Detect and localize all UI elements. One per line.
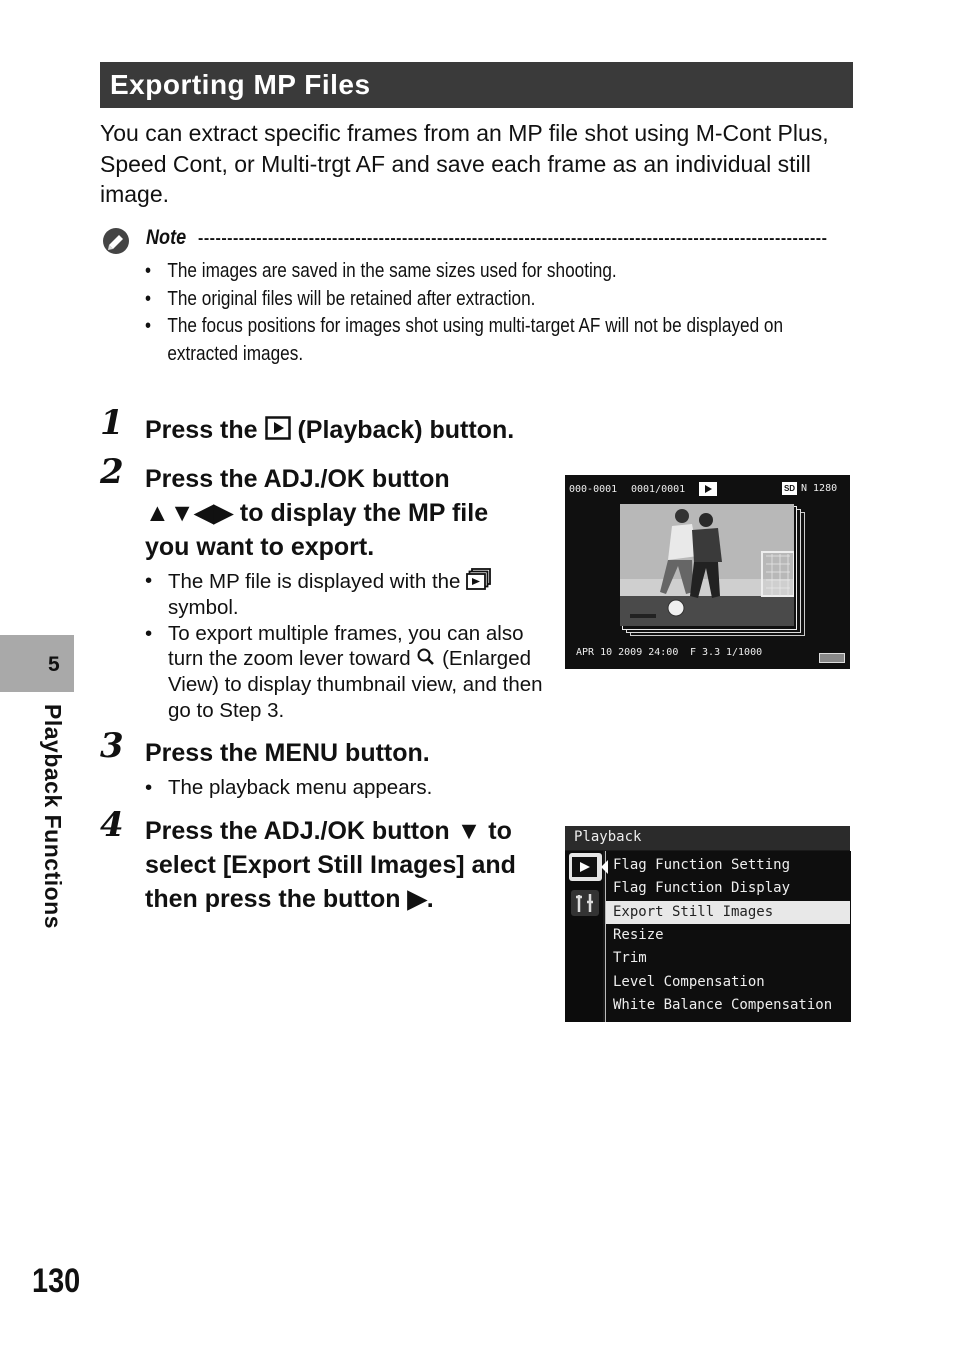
step-1-text-after: (Playback) button. (297, 416, 515, 444)
playback-screen (565, 475, 850, 669)
chapter-label: Playback Functions (40, 704, 66, 930)
frame-count: 0001/0001 (631, 484, 686, 495)
image-size: N 1280 (801, 483, 838, 494)
step-2-line-1: Press the ADJ./OK button (145, 465, 450, 493)
step-4-line-1: Press the ADJ./OK button ▼ to (145, 817, 512, 845)
down-arrow-icon: ▼ (456, 817, 482, 845)
step-1-text-before: Press the (145, 416, 258, 444)
shutter-speed: 1/1000 (726, 647, 763, 658)
step-4-number: 4 (100, 805, 124, 845)
note-icon (102, 227, 130, 255)
step-3-heading: Press the MENU button. (145, 739, 430, 767)
step-2-bullet-1: • The MP file is displayed with the symbol. (145, 568, 545, 621)
note-divider: ------------------------------------------------------------------------------------------------------------ (198, 230, 828, 244)
right-arrow-icon: ▶ (407, 885, 427, 913)
zoom-magnifier-icon (416, 647, 436, 667)
note-list (145, 258, 833, 368)
capture-date: APR 10 2009 24:00 (576, 647, 679, 658)
menu-item[interactable]: Trim (613, 950, 647, 966)
step-2-number: 2 (100, 452, 124, 492)
note-item: • The original files will be retained after extraction. (145, 286, 833, 314)
step-1-number: 1 (100, 403, 124, 443)
mp-file-icon (466, 568, 492, 590)
menu-item[interactable]: Flag Function Display (613, 880, 791, 896)
sd-card-icon: SD (783, 484, 796, 493)
intro-paragraph: You can extract specific frames from an MP file shot using M-Cont Plus, Speed Cont, or Multi-trgt AF and save each frame as an individual still image. (100, 120, 829, 207)
menu-item[interactable]: Level Compensation (613, 974, 765, 990)
menu-title: Playback (574, 829, 642, 845)
step-4-heading (145, 814, 555, 916)
menu-item-selected[interactable]: Export Still Images (613, 904, 774, 920)
playback-menu-screen (565, 826, 850, 1022)
playback-tab-icon[interactable] (572, 857, 614, 877)
step-4-line-2: select [Export Still Images] and (145, 851, 516, 879)
step-2-bullets (145, 568, 545, 724)
note-item: • The focus positions for images shot using multi-target AF will not be displayed on extracted images. (145, 313, 833, 368)
step-3-bullets (145, 775, 545, 801)
direction-arrows-icon: ▲▼◀▶ (145, 499, 233, 527)
playback-icon (265, 416, 291, 440)
step-3-number: 3 (100, 726, 124, 766)
setup-tab-icon[interactable] (571, 890, 599, 916)
playback-mode-icon (699, 482, 717, 496)
page-number: 130 (32, 1262, 81, 1300)
step-1-heading (145, 413, 514, 447)
menu-item[interactable]: Resize (613, 927, 664, 943)
menu-item[interactable]: White Balance Compensation (613, 997, 833, 1013)
section-title: Exporting MP Files (110, 69, 371, 100)
step-3-bullet-1: • The playback menu appears. (145, 775, 545, 801)
soccer-photo (620, 504, 794, 626)
note-label: Note (146, 226, 187, 249)
aperture-value: F 3.3 (690, 647, 721, 658)
step-2-line-2 (145, 496, 545, 530)
step-2-heading (145, 462, 545, 564)
file-number: 000-0001 (569, 484, 618, 495)
step-2-line-2-text: to display the MP file (232, 499, 489, 527)
step-4-line-3: then press the button ▶. (145, 885, 434, 913)
note-item: • The images are saved in the same sizes used for shooting. (145, 258, 833, 286)
chapter-number: 5 (48, 653, 60, 676)
chapter-tab (0, 635, 74, 692)
battery-icon (819, 653, 845, 663)
step-2-line-3: you want to export. (145, 533, 375, 561)
menu-item[interactable]: Flag Function Setting (613, 857, 791, 873)
step-2-bullet-2: • To export multiple frames, you can also turn the zoom lever toward (Enlarged View) to display thumbnail view, and then go to Step 3. (145, 621, 545, 724)
